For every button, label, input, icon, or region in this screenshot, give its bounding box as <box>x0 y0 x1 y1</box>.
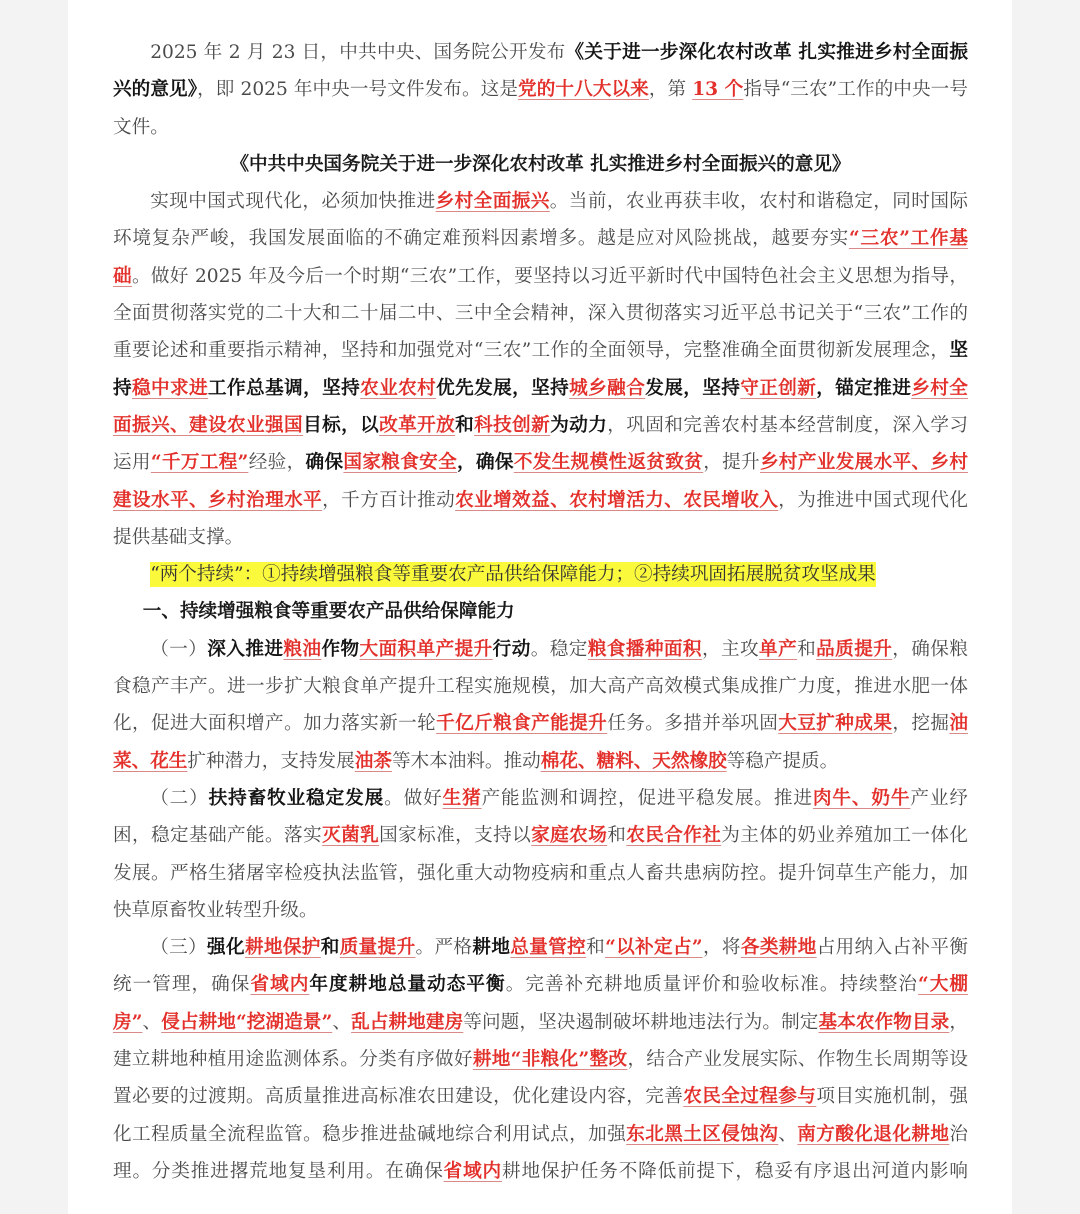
text-run: ，挖掘 <box>892 713 950 735</box>
red-emphasis-text: 耕地“非粮化”整改 <box>472 1049 628 1071</box>
text-run: 实现中国式现代化，必须加快推进 <box>150 191 436 213</box>
red-emphasis-text: 稳中求进 <box>132 377 209 399</box>
text-run: 为主体的奶业养殖加工一体化发展。严格生猪屠宰检疫执法监管，强化重大动物疫病和重点人畜共患病防控。提升饲草生产能力，加快草原畜牧业转型升级。 <box>113 825 968 921</box>
text-run: ，提升 <box>703 452 760 474</box>
red-emphasis-text: 13 个 <box>692 79 744 101</box>
text-run: 治理。分类推进撂荒地复垦利用。在确保 <box>113 1123 968 1182</box>
text-run: 和 <box>586 937 606 959</box>
red-emphasis-text: “以补定占” <box>605 937 703 959</box>
section-heading: 一、持续增强粮食等重要农产品供给保障能力 <box>142 601 515 623</box>
text-run: ，建立耕地种植用途监测体系。分类有序做好 <box>113 1011 968 1071</box>
red-emphasis-text: 总量管控 <box>510 937 587 959</box>
intro-paragraph <box>113 34 968 146</box>
red-emphasis-text: 生猪 <box>442 787 482 809</box>
text-run: 等问题，坚决遏制破坏耕地违法行为。制定 <box>463 1011 819 1033</box>
red-emphasis-text: 改革开放 <box>379 414 456 436</box>
red-emphasis-text: 油菜、花生 <box>113 713 968 772</box>
red-emphasis-text: “千万工程” <box>150 452 249 474</box>
red-emphasis-text: 各类耕地 <box>740 937 817 959</box>
text-run: （三） <box>150 937 208 959</box>
bold-text-run: 和 <box>455 414 475 436</box>
text-run: 。当前，农业再获丰收，农村和谐稳定，同时国际环境复杂严峻，我国发展面临的不确定难预料因素增多。越是应对风险挑战，越要夯实 <box>113 191 968 250</box>
text-run: 耕地保护任务不降低前提下，稳妥有序退出河道内影响 <box>502 1160 968 1182</box>
bold-text-run: 耕地 <box>472 937 511 959</box>
text-run: 扩种潜力，支持发展 <box>187 750 355 772</box>
document-title: 《中共中央国务院关于进一步深化农村改革 扎实推进乡村全面振兴的意见》 <box>230 153 851 175</box>
red-emphasis-text: 大面积单产提升 <box>359 638 493 660</box>
bold-text-run: 扶持畜牧业稳定发展 <box>208 787 385 809</box>
red-emphasis-text: 质量提升 <box>339 937 416 959</box>
text-run: ，将 <box>702 937 741 959</box>
red-emphasis-text: 侵占耕地“挖湖造景” <box>161 1011 333 1033</box>
red-emphasis-text: 千亿斤粮食产能提升 <box>436 713 608 735</box>
item-2-paragraph <box>113 780 968 929</box>
bold-text-run: ，锚定推进 <box>816 377 912 399</box>
bold-text-run: 发展，坚持 <box>645 377 741 399</box>
text-run: 。做好 <box>384 787 443 809</box>
red-emphasis-text: 不发生规模性返贫致贫 <box>513 452 704 474</box>
red-emphasis-text: 国家粮食安全 <box>343 452 458 474</box>
text-run: 指导“三农”工作的中央一号文件。 <box>113 79 968 138</box>
red-emphasis-text: 农民全过程参与 <box>683 1086 817 1108</box>
red-emphasis-text: 耕地保护 <box>244 937 321 959</box>
text-run: ，巩固和完善农村基本经营制度，深入学习运用 <box>113 414 968 474</box>
red-emphasis-text: 基本农作物目录 <box>818 1011 950 1033</box>
text-run: 等稳产提质。 <box>726 750 839 772</box>
red-emphasis-text: “大棚房” <box>113 974 968 1033</box>
red-emphasis-text: 省域内 <box>250 974 310 996</box>
text-run: 2025 年 2 月 23 日，中共中央、国务院公开发布 <box>150 42 566 63</box>
red-emphasis-text: 粮油 <box>283 638 322 660</box>
red-emphasis-text: 乡村全面振兴 <box>435 191 550 213</box>
red-emphasis-text: 单产 <box>759 638 798 660</box>
text-run: 等木本油料。推动 <box>391 750 541 772</box>
red-emphasis-text: 油茶 <box>354 750 392 772</box>
text-run: 、 <box>142 1011 162 1033</box>
bold-text-run: 《关于进一步深化农村改革 扎实推进乡村全面振兴的意见》 <box>113 42 968 101</box>
red-emphasis-text: 南方酸化退化耕地 <box>797 1123 950 1145</box>
red-emphasis-text: 粮食播种面积 <box>587 638 702 660</box>
red-emphasis-text: “三农”工作基础 <box>113 228 968 287</box>
bold-text-run: ，确保 <box>457 452 514 474</box>
bold-text-run: 强化 <box>207 937 245 959</box>
document-page <box>68 0 1012 1214</box>
red-emphasis-text: 农业增效益、农村增活力、农民增收入 <box>455 489 779 511</box>
red-emphasis-text: 乡村产业发展水平、乡村建设水平、乡村治理水平 <box>113 452 968 511</box>
text-run: 。稳定 <box>530 638 588 660</box>
red-emphasis-text: 大豆扩种成果 <box>778 713 893 735</box>
bold-text-run: 和 <box>320 937 340 959</box>
red-emphasis-text: 灭菌乳 <box>322 825 380 847</box>
text-run: ，即 2025 年中央一号文件发布。这是 <box>197 79 519 101</box>
text-run: ，第 <box>648 79 693 101</box>
document-body <box>113 34 968 1190</box>
bold-text-run: 坚持 <box>113 340 968 399</box>
red-emphasis-text: 农民合作社 <box>626 825 722 847</box>
bold-text-run: 确保 <box>305 452 344 474</box>
red-emphasis-text: 农业农村 <box>360 377 437 399</box>
bold-text-run: 作物 <box>321 638 360 660</box>
preamble-paragraph <box>113 183 968 556</box>
text-run: ，主攻 <box>701 638 760 660</box>
red-emphasis-text: 棉花、糖料、天然橡胶 <box>540 750 727 772</box>
bold-text-run: 深入推进 <box>207 638 284 660</box>
bold-text-run: 优先发展，坚持 <box>436 377 570 399</box>
text-run: ，千方百计推动 <box>322 489 456 511</box>
item-1-paragraph <box>113 631 968 780</box>
bold-text-run: 年度耕地总量动态平衡 <box>309 974 506 996</box>
red-emphasis-text: 肉牛、奶牛 <box>812 787 911 809</box>
text-run: 、 <box>778 1123 798 1145</box>
red-emphasis-text: 乱占耕地建房 <box>351 1011 464 1033</box>
red-emphasis-text: 科技创新 <box>474 414 551 436</box>
red-emphasis-text: 品质提升 <box>816 638 893 660</box>
red-emphasis-text: 党的十八大以来 <box>518 79 649 101</box>
text-run: ，确保粮食稳产丰产。进一步扩大粮食单产提升工程实施规模，加大高产高效模式集成推广力度，推进水肥一体化，促进大面积增产。加力落实新一轮 <box>113 638 968 735</box>
red-emphasis-text: 家庭农场 <box>531 825 608 847</box>
text-run: 国家标准，支持以 <box>379 825 532 847</box>
text-run: 任务。多措并举巩固 <box>607 713 779 735</box>
text-run: （二） <box>150 787 209 809</box>
red-emphasis-text: 东北黑土区侵蚀沟 <box>626 1123 779 1145</box>
text-run: （一） <box>150 638 208 660</box>
bold-text-run: 行动 <box>492 638 531 660</box>
text-run: 、 <box>332 1011 352 1033</box>
red-emphasis-text: 城乡融合 <box>569 377 646 399</box>
text-run: 产能监测和调控，促进平稳发展。推进 <box>481 787 813 809</box>
text-run: 和 <box>607 825 627 847</box>
text-run: 和 <box>797 638 817 660</box>
text-run: 项目实施机制，强化工程质量全流程监管。稳步推进盐碱地综合利用试点，加强 <box>113 1086 968 1145</box>
text-run: 。做好 2025 年及今后一个时期“三农”工作，要坚持以习近平新时代中国特色社会主义思想为指导，全面贯彻落实党的二十大和二十届二中、三中全会精神，深入贯彻落实习近平总书记关于“三农”工作的重要论述和重要指示精神，坚持和加强党对“三农”工作的全面领导，完整准确全面贯彻新发展理念， <box>113 265 968 362</box>
text-run: ，为推进中国式现代化提供基础支撑。 <box>113 489 968 548</box>
text-run: 。严格 <box>415 937 473 959</box>
highlight-note-line <box>113 556 968 593</box>
red-emphasis-text: 乡村全面振兴、建设农业强国 <box>113 377 968 436</box>
text-run: 经验， <box>248 452 306 474</box>
bold-text-run: 为动力 <box>550 414 608 436</box>
red-emphasis-text: 省域内 <box>443 1160 503 1182</box>
bold-text-run: 目标，以 <box>303 414 380 436</box>
red-emphasis-text: 守正创新 <box>740 377 817 399</box>
text-run: 产业纾困，稳定基础产能。落实 <box>113 787 968 847</box>
text-run: ，结合产业发展实际、作物生长周期等设置必要的过渡期。高质量推进高标准农田建设，优化建设内容，完善 <box>113 1049 968 1108</box>
text-run: 。完善补充耕地质量评价和验收标准。持续整治 <box>505 974 918 996</box>
highlighted-note: “两个持续”：①持续增强粮食等重要农产品供给保障能力；②持续巩固拓展脱贫攻坚成果 <box>150 564 876 586</box>
item-3-paragraph <box>113 929 968 1190</box>
bold-text-run: 工作总基调，坚持 <box>208 377 361 399</box>
text-run: 占用纳入占补平衡统一管理，确保 <box>113 937 968 996</box>
